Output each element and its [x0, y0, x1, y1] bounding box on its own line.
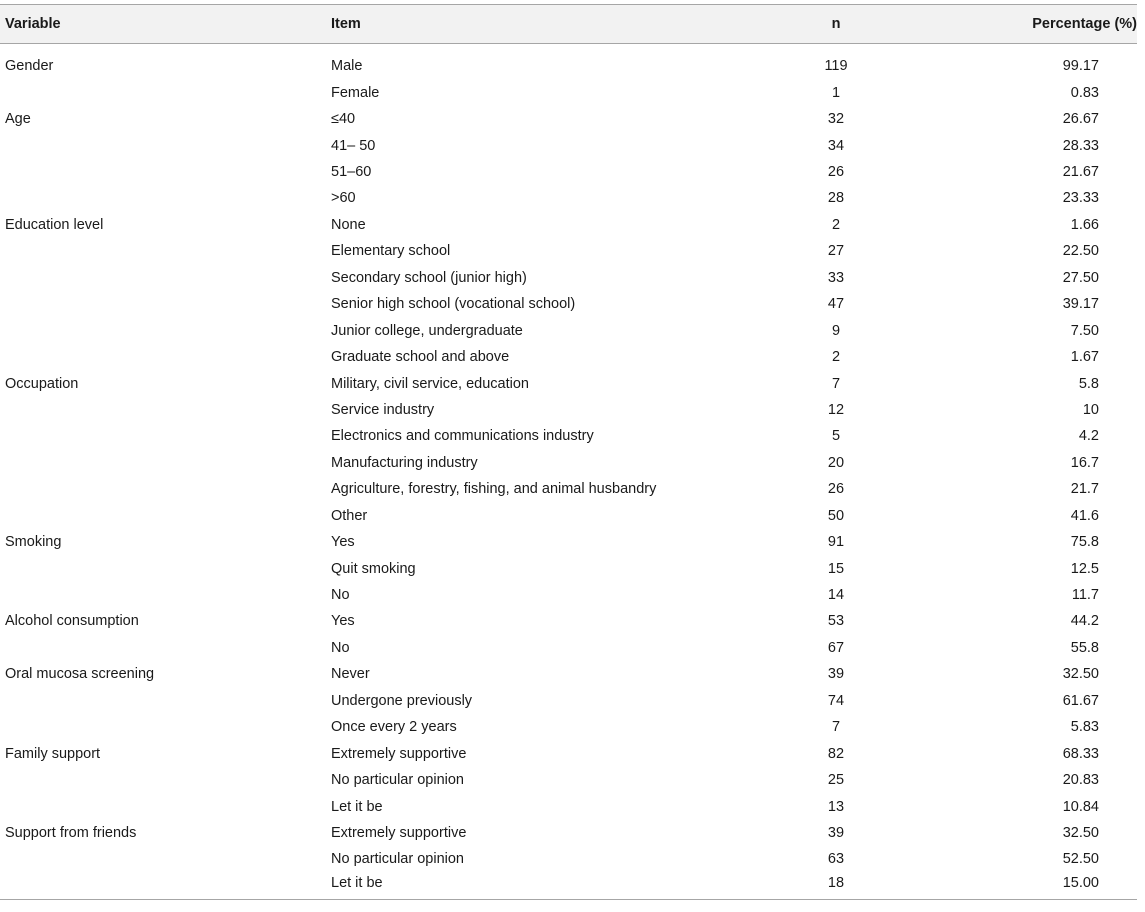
table-row — [0, 740, 1137, 766]
cell-variable — [0, 397, 331, 423]
table-row — [0, 608, 1137, 634]
cell-n: 67 — [827, 639, 845, 656]
cell-n: 63 — [827, 851, 845, 868]
cell-item: Extremely supportive — [331, 745, 467, 762]
table-row — [0, 106, 1137, 132]
table-row — [0, 370, 1137, 396]
cell-n: 1 — [831, 84, 841, 101]
cell-variable: Family support — [5, 745, 101, 762]
cell-n: 2 — [831, 349, 841, 366]
table-row — [0, 503, 1137, 529]
cell-item: Service industry — [331, 401, 435, 418]
cell-item: Senior high school (vocational school) — [331, 296, 576, 313]
cell-percentage: 4.2 — [1078, 428, 1099, 445]
cell-variable — [0, 582, 331, 608]
table-row — [0, 265, 1137, 291]
cell-n: 47 — [827, 296, 845, 313]
cell-item: >60 — [331, 190, 356, 207]
cell-item: Yes — [331, 613, 355, 630]
cell-variable: Age — [5, 111, 31, 128]
cell-n: 18 — [743, 873, 929, 899]
cell-variable — [0, 265, 331, 291]
cell-item: Other — [331, 507, 368, 524]
cell-percentage: 75.8 — [1070, 534, 1099, 551]
cell-variable — [0, 688, 331, 714]
cell-percentage: 10 — [1082, 401, 1099, 418]
cell-percentage: 55.8 — [1070, 639, 1099, 656]
cell-item: Agriculture, forestry, fishing, and animal husbandry — [331, 481, 657, 498]
cell-percentage: 61.67 — [1062, 692, 1099, 709]
cell-item: Electronics and communications industry — [331, 428, 594, 445]
cell-percentage: 21.67 — [1062, 164, 1099, 181]
table-row — [0, 397, 1137, 423]
cell-percentage: 16.7 — [1070, 454, 1099, 471]
cell-percentage: 1.66 — [1070, 216, 1099, 233]
table-row — [0, 80, 1137, 106]
cell-item: Graduate school and above — [331, 349, 510, 366]
cell-n: 50 — [827, 507, 845, 524]
cell-item: Junior college, undergraduate — [331, 322, 523, 339]
cell-percentage: 41.6 — [1070, 507, 1099, 524]
cell-variable — [0, 767, 331, 793]
cell-item: Elementary school — [331, 243, 451, 260]
cell-variable: Support from friends — [5, 824, 137, 841]
cell-n: 82 — [827, 745, 845, 762]
header-item: Item — [331, 5, 743, 44]
cell-n: 13 — [827, 798, 845, 815]
cell-item: ≤40 — [331, 111, 356, 128]
cell-variable — [0, 80, 331, 106]
cell-item: Female — [331, 84, 380, 101]
cell-percentage: 12.5 — [1070, 560, 1099, 577]
header-n: n — [743, 5, 929, 44]
table-row — [0, 688, 1137, 714]
cell-variable: Gender — [5, 58, 54, 75]
cell-variable — [0, 793, 331, 819]
cell-n: 14 — [827, 587, 845, 604]
cell-n: 91 — [827, 534, 845, 551]
cell-percentage: 52.50 — [1062, 851, 1099, 868]
cell-percentage: 5.83 — [1070, 719, 1099, 736]
cell-percentage: 15.00 — [929, 873, 1137, 899]
cell-n: 39 — [827, 666, 845, 683]
cell-n: 74 — [827, 692, 845, 709]
cell-item: Once every 2 years — [331, 719, 457, 736]
table-body — [0, 44, 1137, 900]
cell-item: No — [331, 587, 350, 604]
cell-item: Quit smoking — [331, 560, 416, 577]
cell-percentage: 44.2 — [1070, 613, 1099, 630]
cell-item: No particular opinion — [331, 772, 464, 789]
cell-percentage: 99.17 — [1062, 58, 1099, 75]
cell-percentage: 22.50 — [1062, 243, 1099, 260]
cell-variable — [0, 503, 331, 529]
table-row — [0, 582, 1137, 608]
table-row — [0, 476, 1137, 502]
cell-item: Manufacturing industry — [331, 454, 478, 471]
table-row — [0, 185, 1137, 211]
cell-percentage: 32.50 — [1062, 666, 1099, 683]
table-row — [0, 423, 1137, 449]
cell-n: 33 — [827, 269, 845, 286]
cell-n: 2 — [831, 216, 841, 233]
cell-variable: Occupation — [5, 375, 79, 392]
cell-variable — [0, 846, 331, 872]
cell-n: 53 — [827, 613, 845, 630]
table-header — [0, 5, 1137, 44]
table-row — [0, 344, 1137, 370]
cell-n: 119 — [824, 58, 848, 75]
cell-n: 9 — [831, 322, 841, 339]
cell-variable: Oral mucosa screening — [5, 666, 155, 683]
cell-n: 12 — [827, 401, 845, 418]
cell-n: 34 — [827, 137, 845, 154]
table-row — [0, 714, 1137, 740]
cell-n: 26 — [827, 481, 845, 498]
cell-variable — [0, 423, 331, 449]
cell-item: Let it be — [331, 873, 743, 899]
table-row — [0, 132, 1137, 158]
cell-variable — [0, 714, 331, 740]
cell-n: 26 — [827, 164, 845, 181]
cell-item: No particular opinion — [331, 851, 464, 868]
cell-item: Yes — [331, 534, 355, 551]
table-row — [0, 873, 1137, 899]
cell-variable: Smoking — [5, 534, 62, 551]
cell-n: 28 — [827, 190, 845, 207]
table-row — [0, 291, 1137, 317]
table-row — [0, 212, 1137, 238]
cell-percentage: 20.83 — [1062, 772, 1099, 789]
cell-percentage: 10.84 — [1062, 798, 1099, 815]
table-row — [0, 44, 1137, 80]
cell-variable — [0, 317, 331, 343]
cell-item: Extremely supportive — [331, 824, 467, 841]
cell-percentage: 28.33 — [1062, 137, 1099, 154]
cell-variable — [0, 238, 331, 264]
cell-variable — [0, 635, 331, 661]
table-row — [0, 529, 1137, 555]
header-variable: Variable — [0, 5, 331, 44]
cell-variable — [0, 344, 331, 370]
cell-percentage: 39.17 — [1062, 296, 1099, 313]
cell-item: Let it be — [331, 798, 383, 815]
cell-n: 15 — [827, 560, 845, 577]
table-row — [0, 635, 1137, 661]
table-row — [0, 661, 1137, 687]
cell-n: 25 — [827, 772, 845, 789]
header-row — [0, 5, 1137, 44]
table-row — [0, 555, 1137, 581]
table-row — [0, 238, 1137, 264]
cell-percentage: 32.50 — [1062, 824, 1099, 841]
cell-percentage: 27.50 — [1062, 269, 1099, 286]
cell-variable: Alcohol consumption — [5, 613, 139, 630]
cell-variable — [0, 476, 331, 502]
cell-n: 39 — [827, 824, 845, 841]
cell-percentage: 26.67 — [1062, 111, 1099, 128]
cell-variable — [0, 159, 331, 185]
cell-percentage: 5.8 — [1078, 375, 1099, 392]
cell-variable — [0, 450, 331, 476]
cell-item: Male — [331, 58, 363, 75]
cell-percentage: 11.7 — [1071, 587, 1099, 604]
demographics-table — [0, 4, 1137, 900]
table-row — [0, 793, 1137, 819]
cell-percentage: 23.33 — [1062, 190, 1099, 207]
cell-item: Never — [331, 666, 370, 683]
cell-variable: Education level — [5, 216, 104, 233]
cell-percentage: 68.33 — [1062, 745, 1099, 762]
header-percentage: Percentage (%) — [929, 5, 1137, 44]
cell-variable — [0, 132, 331, 158]
cell-item: 51–60 — [331, 164, 372, 181]
cell-percentage: 0.83 — [1070, 84, 1099, 101]
cell-percentage: 7.50 — [1070, 322, 1099, 339]
cell-variable — [0, 555, 331, 581]
cell-item: Secondary school (junior high) — [331, 269, 527, 286]
cell-item: Undergone previously — [331, 692, 473, 709]
cell-n: 27 — [827, 243, 845, 260]
cell-item: Military, civil service, education — [331, 375, 529, 392]
cell-variable — [0, 185, 331, 211]
cell-n: 7 — [831, 719, 841, 736]
cell-item: None — [331, 216, 366, 233]
table-row — [0, 846, 1137, 872]
table-row — [0, 450, 1137, 476]
table-row — [0, 820, 1137, 846]
table-row — [0, 317, 1137, 343]
cell-variable — [0, 873, 331, 899]
cell-n: 7 — [831, 375, 841, 392]
cell-variable — [0, 291, 331, 317]
cell-n: 32 — [827, 111, 845, 128]
cell-n: 5 — [831, 428, 841, 445]
cell-n: 20 — [827, 454, 845, 471]
cell-item: 41– 50 — [331, 137, 376, 154]
table-row — [0, 159, 1137, 185]
cell-percentage: 21.7 — [1070, 481, 1099, 498]
cell-percentage: 1.67 — [1070, 349, 1099, 366]
cell-item: No — [331, 639, 350, 656]
table-row — [0, 767, 1137, 793]
